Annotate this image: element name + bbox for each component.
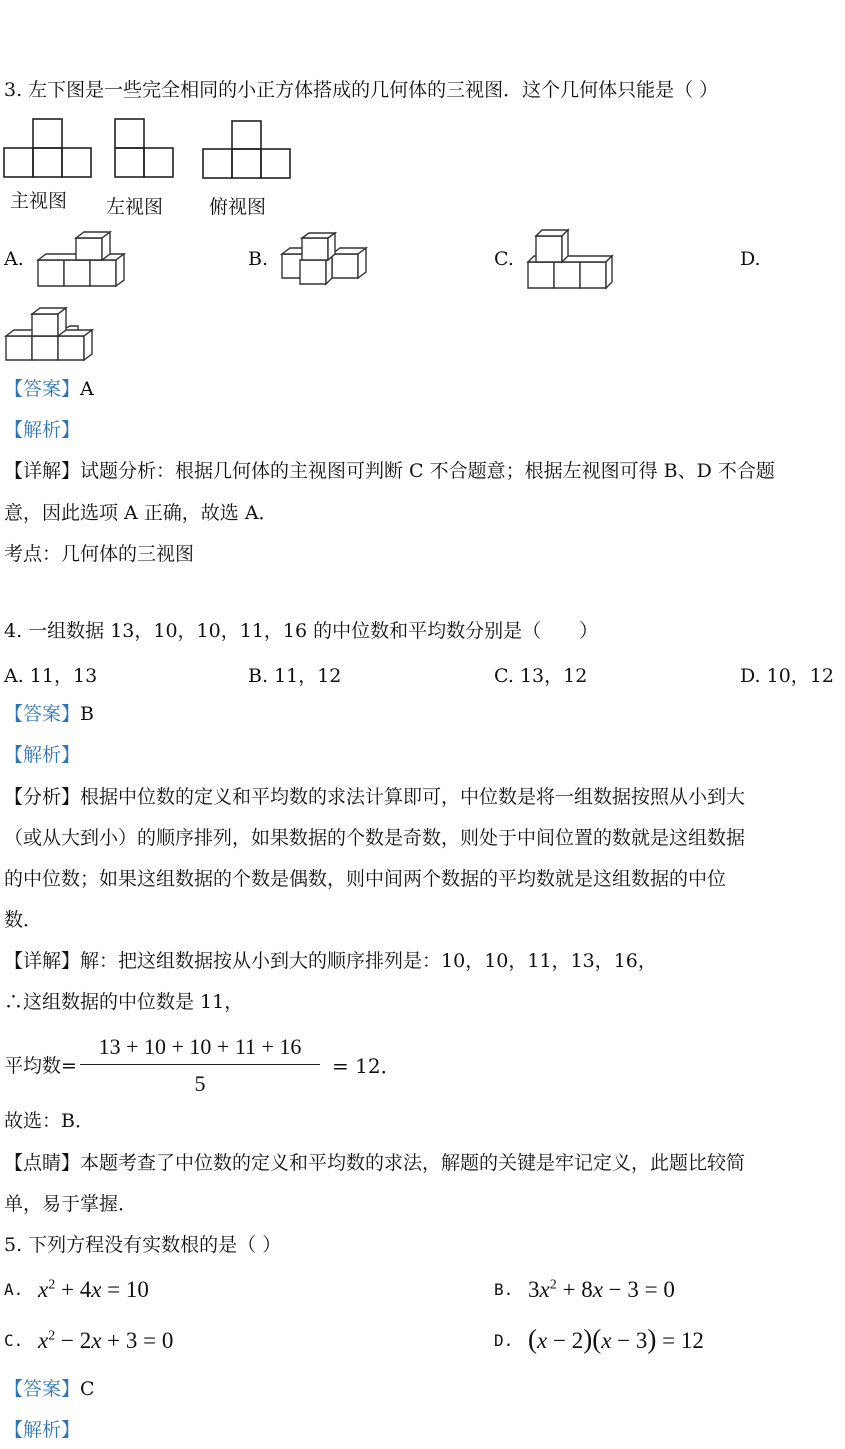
q4-fenxi-line2: （或从大到小）的顺序排列，如果数据的个数是奇数，则处于中间位置的数就是这组数据 (4, 827, 746, 849)
fenxi-tag: 【分析】 (4, 786, 81, 808)
q3-left-view-caption: 左视图 (106, 196, 164, 218)
q3-option-a-figure[interactable] (38, 230, 128, 290)
q4-fenxi-line4: 数． (4, 909, 43, 931)
answer-tag: 【答案】 (4, 703, 81, 725)
q3-kaodian: 考点：几何体的三视图 (4, 543, 195, 565)
q3-front-view-caption: 主视图 (10, 190, 68, 212)
q4-fenxi-line3: 的中位数；如果这组数据的个数是偶数，则中间两个数据的平均数就是这组数据的中位 (4, 868, 727, 890)
q3-top-view-caption: 俯视图 (209, 196, 267, 218)
q4-option-d[interactable]: D. 10，12 (740, 665, 834, 687)
answer-value: C (80, 1378, 95, 1400)
q3-option-b-label[interactable]: B. (248, 248, 269, 270)
q5-option-b-label[interactable]: B. (494, 1280, 514, 1299)
q5-analysis-tag: 【解析】 (4, 1419, 81, 1441)
q3-detail-line1: 【详解】试题分析：根据几何体的主视图可判断 C 不合题意；根据左视图可得 B、D 不合题 (4, 460, 775, 482)
detail-tag: 【详解】 (4, 950, 81, 972)
q3-option-d-figure[interactable] (6, 306, 96, 364)
q4-detail-line2: ∴这组数据的中位数是 11， (4, 991, 244, 1013)
q4-dianjing-line1: 【点睛】本题考查了中位数的定义和平均数的求法，解题的关键是牢记定义，此题比较简 (4, 1152, 746, 1174)
detail-tag: 【详解】 (4, 460, 81, 482)
q5-option-c-label[interactable]: C. (4, 1331, 24, 1350)
q5-option-b-equation[interactable]: $3x^2 + 8x - 3 = 0$ (528, 1277, 675, 1302)
q5-option-c-equation[interactable]: $x^2 - 2x + 3 = 0$ (38, 1328, 174, 1353)
answer-tag: 【答案】 (4, 1378, 81, 1400)
q3-front-view (3, 118, 93, 180)
dianjing-tag: 【点睛】 (4, 1152, 81, 1174)
fraction-denominator: 5 (194, 1071, 206, 1096)
q4-answer (4, 703, 94, 725)
answer-value: A (80, 378, 94, 400)
q3-option-b-figure[interactable] (282, 232, 372, 290)
q4-dianjing-line2: 单，易于掌握． (4, 1193, 138, 1215)
q3-answer (4, 378, 94, 400)
q4-option-a[interactable]: A. 11，13 (4, 665, 98, 687)
fraction-numerator: 13 + 10 + 10 + 11 + 16 (98, 1034, 302, 1059)
q3-detail-line2: 意，因此选项 A 正确，故选 A． (4, 502, 278, 524)
q4-stem: 4. 一组数据 13，10，10，11，16 的中位数和平均数分别是（ ） (4, 620, 599, 642)
q3-option-c-figure[interactable] (528, 228, 618, 290)
q4-mean-result: = 12． (332, 1054, 401, 1078)
q5-option-d-equation[interactable]: (x − 2)(x − 3) = 12 (528, 1324, 704, 1354)
q4-detail-line1: 【详解】解：把这组数据按从小到大的顺序排列是：10，10，11，13，16， (4, 950, 657, 972)
q4-mean-label: 平均数= (4, 1055, 77, 1077)
q3-stem: 3. 左下图是一些完全相同的小正方体搭成的几何体的三视图．这个几何体只能是（ ） (4, 79, 719, 101)
q5-option-a-label[interactable]: A. (4, 1280, 24, 1299)
q4-option-c[interactable]: C. 13，12 (494, 665, 588, 687)
fraction-bar (80, 1064, 320, 1065)
q3-left-view (114, 118, 176, 180)
q3-option-c-label[interactable]: C. (494, 248, 514, 270)
q5-option-a-equation[interactable]: $x^2 + 4x = 10$ (38, 1277, 149, 1302)
q3-option-a-label[interactable]: A. (4, 248, 24, 270)
q5-stem: 5. 下列方程没有实数根的是（ ） (4, 1234, 282, 1256)
q5-answer (4, 1378, 95, 1400)
q4-choose: 故选：B． (4, 1110, 94, 1132)
q4-analysis-tag: 【解析】 (4, 744, 81, 766)
q3-option-d-label[interactable]: D. (740, 248, 761, 270)
answer-tag: 【答案】 (4, 378, 81, 400)
q5-option-d-label[interactable]: D. (494, 1331, 514, 1350)
q4-option-b[interactable]: B. 11，12 (248, 665, 342, 687)
q3-analysis-tag: 【解析】 (4, 419, 81, 441)
q3-top-view (202, 120, 292, 182)
q4-mean-fraction (80, 1034, 320, 1097)
answer-value: B (80, 703, 94, 725)
q4-fenxi-line1: 【分析】根据中位数的定义和平均数的求法计算即可，中位数是将一组数据按照从小到大 (4, 786, 746, 808)
